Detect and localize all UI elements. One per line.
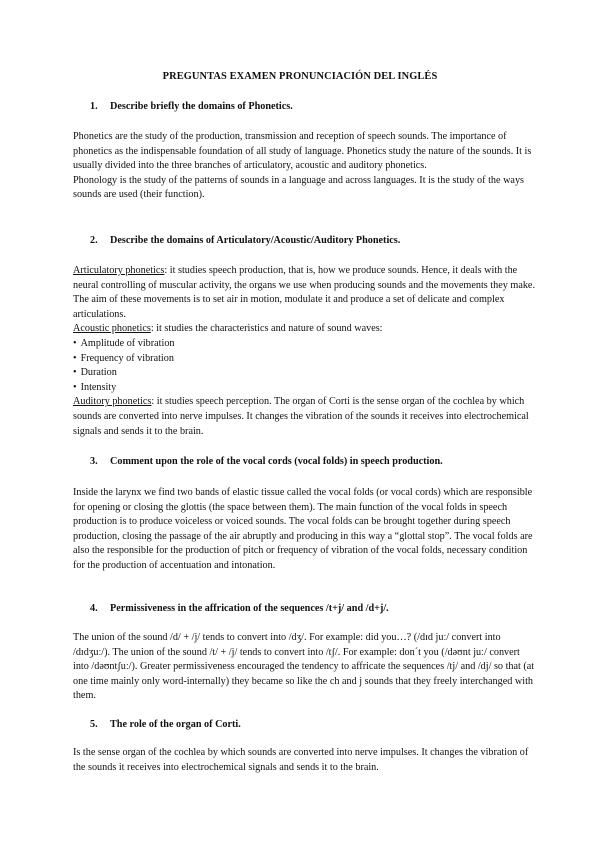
section-5-heading <box>90 718 530 733</box>
paragraph <box>73 322 535 337</box>
section-4-body <box>73 631 535 704</box>
term-description: : it studies the characteristics and nature of sound waves: <box>150 323 383 335</box>
term-auditory: Auditory phonetics <box>73 396 152 408</box>
section-number: 4. <box>90 603 98 614</box>
paragraph: Inside the larynx we find two bands of elastic tissue called the vocal folds (or vocal cords) which are responsible for opening or closing the glottis (the space between them). The main function of the vocal folds in speech production is to produce voiceless or voiced sounds. The vocal folds can be brought together during speech production, closing the passage of the air abruptly and producing in this way a “glottal stop”. The vocal folds are also the responsible for the production of pitch or frequency of vibration of the vocal folds, necessary condition for the production of accentuation and intonation. <box>73 487 533 571</box>
term-acoustic: Acoustic phonetics <box>73 323 151 335</box>
term-description: : it studies speech perception. The organ of Corti is the sense organ of the cochlea by which sounds are converted into nerve impulses. It changes the vibration of the sounds it receives into electrochemical signals and sends it to the brain. <box>73 396 529 437</box>
section-2-heading <box>90 234 530 249</box>
section-1-heading <box>90 100 530 115</box>
list-item: • Duration <box>73 366 535 381</box>
section-heading-text: The role of the organ of Corti. <box>110 719 241 730</box>
paragraph <box>73 264 535 322</box>
section-4-heading <box>90 602 530 617</box>
section-heading-text: Permissiveness in the affrication of the sequences /t+j/ and /d+j/. <box>110 603 389 614</box>
page-title: PREGUNTAS EXAMEN PRONUNCIACIÓN DEL INGLÉS <box>162 71 438 82</box>
paragraph: The union of the sound /d/ + /j/ tends to convert into /dʒ/. For example: did you…? (/dɪd juː/ convert into /dɪdʒuː/). The union of the sound /t/ + /j/ tends to convert into /tʃ/. For example: don´t you (/dəʊnt juː/ convert into /dəʊntʃuː/). Greater permissiveness encouraged the tendency to affricate the sequences /tj/ and /dj/ so that (at one time mainly only word-internally) they became so like the ch and j sounds that they freely interchanged with them. <box>73 632 535 702</box>
paragraph: Is the sense organ of the cochlea by which sounds are converted into nerve impulses. It changes the vibration of the sounds it receives into electrochemical signals and sends it to the brain. <box>73 747 529 773</box>
section-1-body <box>73 130 535 203</box>
section-heading-text: Comment upon the role of the vocal cords (vocal folds) in speech production. <box>110 456 443 467</box>
section-5-body <box>73 746 535 775</box>
paragraph: Phonology is the study of the patterns of sounds in a language and across languages. It is the study of the ways sounds are used (their function). <box>73 174 525 201</box>
section-number: 3. <box>90 456 98 467</box>
section-number: 5. <box>90 719 98 730</box>
list-item: • Intensity <box>73 381 535 396</box>
paragraph <box>73 395 535 439</box>
section-number: 1. <box>90 101 98 112</box>
section-number: 2. <box>90 235 98 246</box>
list-item: • Frequency of vibration <box>73 352 535 367</box>
section-3-heading <box>90 455 530 470</box>
paragraph: Phonetics are the study of the production, transmission and reception of speech sounds. The importance of phonetics as the indispensable foundation of all study of language. Phonetics study the nature of the sounds. It is usually divided into the three branches of articulatory, acoustic and auditory phonetics. <box>73 131 532 172</box>
list-item: • Amplitude of vibration <box>73 337 535 352</box>
term-articulatory: Articulatory phonetics <box>73 265 165 276</box>
bullet-list <box>73 337 535 395</box>
section-heading-text: Describe the domains of Articulatory/Acoustic/Auditory Phonetics. <box>110 235 401 246</box>
term-description: : it studies speech production, that is, how we produce sounds. Hence, it deals with the neural controlling of muscular activity, the organs we use when producing sounds and the movements they make. The aim of these movements is to set air in motion, modulate it and produce a set of delicate and complex articulations. <box>73 265 536 320</box>
section-3-body <box>73 486 535 574</box>
section-heading-text: Describe briefly the domains of Phonetics. <box>110 101 293 112</box>
section-2-body <box>73 264 535 439</box>
